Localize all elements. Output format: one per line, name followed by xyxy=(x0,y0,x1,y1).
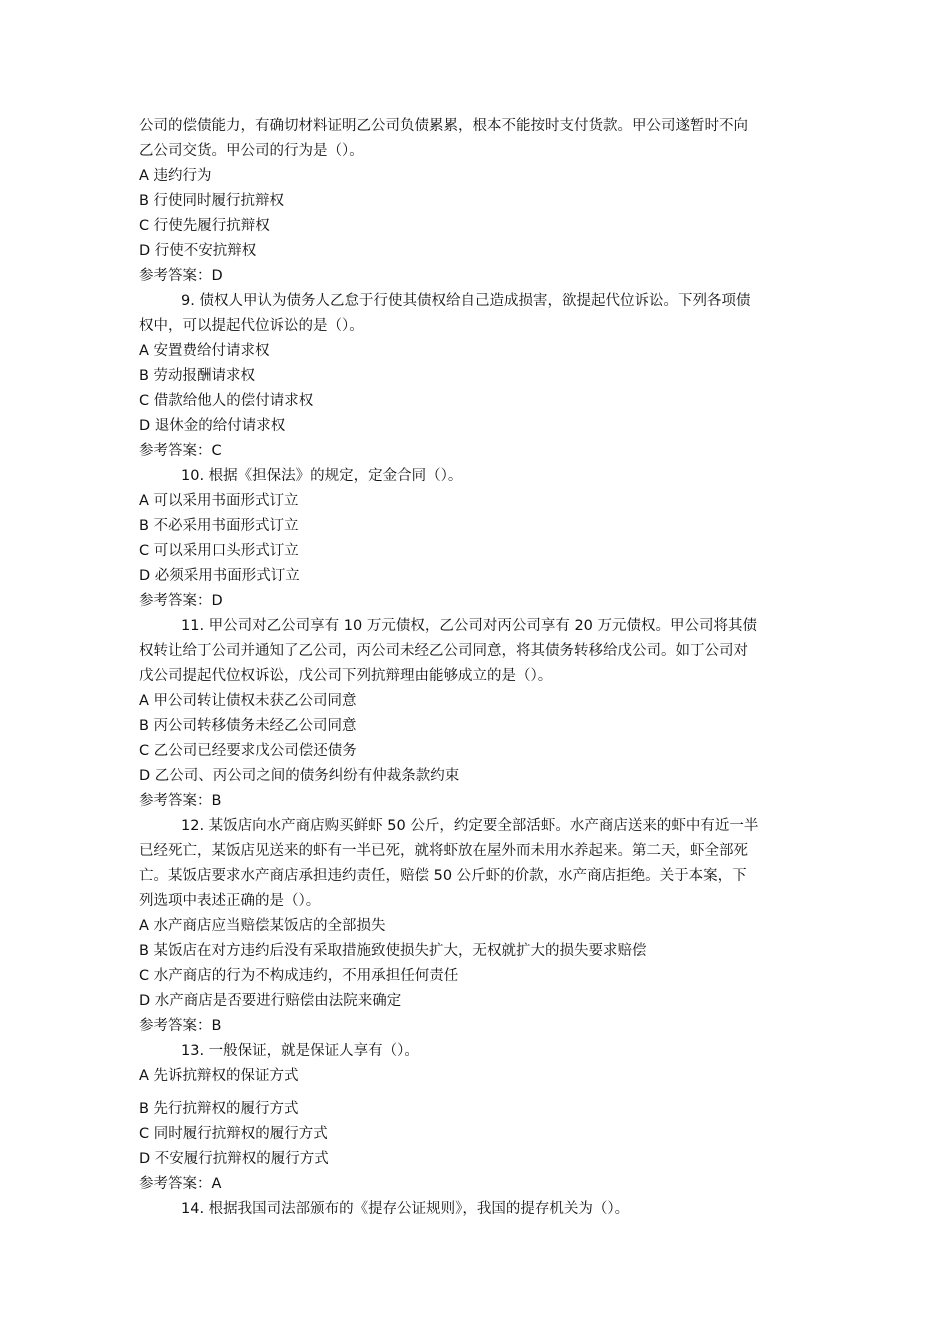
question-text-line: 乙公司交货。甲公司的行为是（）。 xyxy=(139,143,364,159)
question-text-line: 亡。某饭店要求水产商店承担违约责任，赔偿 50 公斤虾的价款，水产商店拒绝。关于本案，下 xyxy=(139,868,747,884)
option-b: B 某饭店在对方违约后没有采取措施致使损失扩大，无权就扩大的损失要求赔偿 xyxy=(139,943,647,959)
option-a: A 违约行为 xyxy=(139,168,212,184)
option-c: C 借款给他人的偿付请求权 xyxy=(139,393,314,409)
option-b: B 先行抗辩权的履行方式 xyxy=(139,1101,299,1117)
question-text-line: 13. 一般保证，就是保证人享有（）。 xyxy=(181,1043,419,1059)
option-d: D 水产商店是否要进行赔偿由法院来确定 xyxy=(139,993,402,1009)
option-b: B 丙公司转移债务未经乙公司同意 xyxy=(139,718,357,734)
reference-answer: 参考答案：D xyxy=(139,593,223,609)
option-a: A 先诉抗辩权的保证方式 xyxy=(139,1068,299,1084)
option-c: C 乙公司已经要求戊公司偿还债务 xyxy=(139,743,357,759)
question-text-line: 权转让给丁公司并通知了乙公司，丙公司未经乙公司同意，将其债务转移给戊公司。如丁公司对 xyxy=(139,643,748,659)
reference-answer: 参考答案：B xyxy=(139,1018,222,1034)
option-c: C 水产商店的行为不构成违约，不用承担任何责任 xyxy=(139,968,459,984)
question-text-line: 14. 根据我国司法部颁布的《提存公证规则》，我国的提存机关为（）。 xyxy=(181,1201,630,1217)
question-text-line: 12. 某饭店向水产商店购买鲜虾 50 公斤，约定要全部活虾。水产商店送来的虾中有近一半 xyxy=(181,818,759,834)
question-text-line: 11. 甲公司对乙公司享有 10 万元债权，乙公司对丙公司享有 20 万元债权。甲公司将其债 xyxy=(181,618,758,634)
question-text-line: 已经死亡，某饭店见送来的虾有一半已死，就将虾放在屋外而未用水养起来。第二天，虾全部死 xyxy=(139,843,748,859)
option-a: A 水产商店应当赔偿某饭店的全部损失 xyxy=(139,918,386,934)
question-11 xyxy=(139,614,815,814)
option-d: D 行使不安抗辩权 xyxy=(139,243,257,259)
spacer xyxy=(139,1089,815,1097)
question-text-line: 9. 债权人甲认为债务人乙怠于行使其债权给自己造成损害，欲提起代位诉讼。下列各项债 xyxy=(181,293,751,309)
option-d: D 乙公司、丙公司之间的债务纠纷有仲裁条款约束 xyxy=(139,768,460,784)
question-text-line: 戊公司提起代位权诉讼，戊公司下列抗辩理由能够成立的是（）。 xyxy=(139,668,553,684)
question-14 xyxy=(139,1197,815,1222)
reference-answer: 参考答案：C xyxy=(139,443,222,459)
option-d: D 退休金的给付请求权 xyxy=(139,418,286,434)
option-b: B 劳动报酬请求权 xyxy=(139,368,256,384)
option-a: A 可以采用书面形式订立 xyxy=(139,493,299,509)
option-a: A 甲公司转让债权未获乙公司同意 xyxy=(139,693,357,709)
option-b: B 不必采用书面形式订立 xyxy=(139,518,299,534)
option-d: D 不安履行抗辩权的履行方式 xyxy=(139,1151,329,1167)
question-12 xyxy=(139,814,815,1039)
document-page xyxy=(139,114,815,1222)
option-a: A 安置费给付请求权 xyxy=(139,343,270,359)
option-c: C 可以采用口头形式订立 xyxy=(139,543,299,559)
question-text-line: 10. 根据《担保法》的规定，定金合同（）。 xyxy=(181,468,463,484)
option-d: D 必须采用书面形式订立 xyxy=(139,568,300,584)
question-text-line: 列选项中表述正确的是（）。 xyxy=(139,893,321,909)
question-10 xyxy=(139,464,815,614)
reference-answer: 参考答案：B xyxy=(139,793,222,809)
option-c: C 行使先履行抗辩权 xyxy=(139,218,270,234)
option-c: C 同时履行抗辩权的履行方式 xyxy=(139,1126,328,1142)
question-8-continued xyxy=(139,114,815,289)
question-13 xyxy=(139,1039,815,1197)
reference-answer: 参考答案：D xyxy=(139,268,223,284)
question-9 xyxy=(139,289,815,464)
question-text-line: 公司的偿债能力，有确切材料证明乙公司负债累累，根本不能按时支付货款。甲公司遂暂时不向 xyxy=(139,118,748,134)
reference-answer: 参考答案：A xyxy=(139,1176,222,1192)
question-text-line: 权中，可以提起代位诉讼的是（）。 xyxy=(139,318,364,334)
option-b: B 行使同时履行抗辩权 xyxy=(139,193,285,209)
